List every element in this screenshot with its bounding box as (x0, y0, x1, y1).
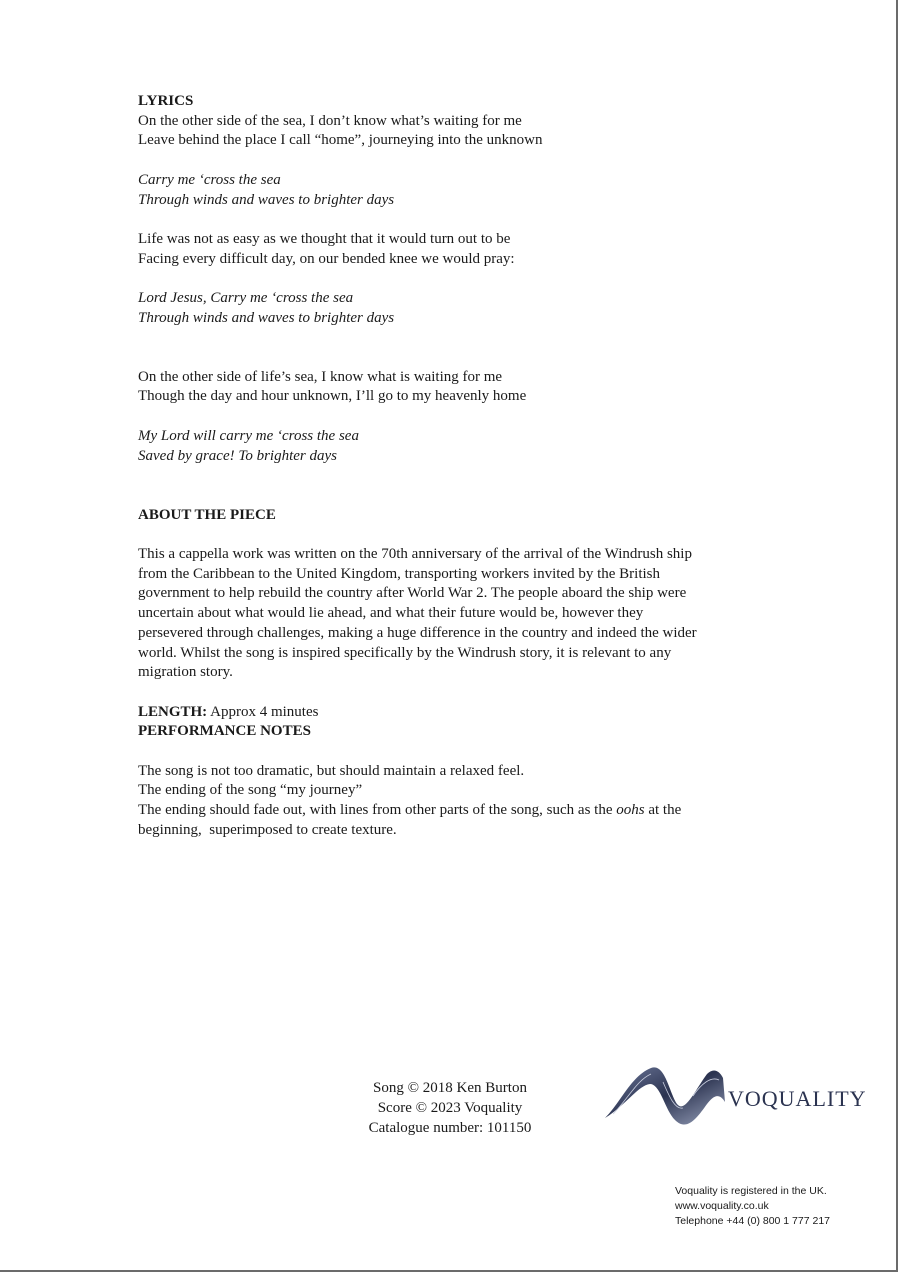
length-label: LENGTH: (138, 703, 208, 720)
about-line: persevered through challenges, making a huge difference in the country and indeed the wider (138, 624, 697, 641)
lyric-line: Leave behind the place I call “home”, journeying into the unknown (138, 132, 543, 149)
about-line: government to help rebuild the country after World War 2. The people aboard the ship were (138, 585, 687, 602)
length-value: Approx 4 minutes (207, 703, 319, 720)
registered-text: Voquality is registered in the UK. (675, 1185, 827, 1197)
about-line: migration story. (138, 664, 233, 681)
telephone-text: Telephone +44 (0) 800 1 777 217 (675, 1215, 831, 1227)
performance-line: The song is not too dramatic, but should maintain a relaxed feel. (138, 762, 525, 779)
length-info (138, 703, 778, 723)
registration-info (675, 1184, 830, 1229)
about-line: from the Caribbean to the United Kingdom, transporting workers invited by the British (138, 565, 660, 582)
performance-italic-word: oohs (616, 802, 645, 819)
performance-line: beginning, superimposed to create texture. (138, 821, 397, 838)
lyrics-heading: LYRICS (138, 93, 194, 109)
lyric-line: My Lord will carry me ‘cross the sea (138, 427, 359, 444)
lyric-line: Through winds and waves to brighter days (138, 191, 395, 208)
lyric-line: Life was not as easy as we thought that it would turn out to be (138, 230, 511, 247)
performance-text: at the (644, 802, 682, 819)
about-line: uncertain about what would lie ahead, and what their future would be, however they (138, 605, 644, 622)
performance-line (138, 801, 778, 821)
performance-text: The ending should fade out, with lines from other parts of the song, such as the (138, 802, 617, 819)
lyrics-chorus-3 (138, 427, 778, 466)
lyric-line: Lord Jesus, Carry me ‘cross the sea (138, 289, 354, 306)
lyric-line: On the other side of life’s sea, I know what is waiting for me (138, 368, 503, 385)
document-body (138, 92, 778, 841)
score-credit: Score © 2023 Voquality (377, 1100, 523, 1116)
performance-notes (138, 762, 778, 841)
lyrics-stanza-3 (138, 368, 778, 407)
lyric-line: Though the day and hour unknown, I’ll go to my heavenly home (138, 388, 527, 405)
performance-line: The ending of the song “my journey” (138, 782, 363, 799)
song-credit: Song © 2018 Ken Burton (373, 1080, 527, 1096)
lyrics-chorus-2 (138, 289, 778, 328)
catalogue-number: Catalogue number: 101150 (368, 1120, 532, 1136)
website-text: www.voquality.co.uk (675, 1200, 769, 1212)
lyrics-stanza-1 (138, 112, 778, 151)
lyric-line: Saved by grace! To brighter days (138, 447, 337, 464)
performance-heading: PERFORMANCE NOTES (138, 723, 311, 740)
about-paragraph (138, 545, 778, 683)
about-line: world. Whilst the song is inspired specifically by the Windrush story, it is relevant to any (138, 644, 672, 661)
lyric-line: Facing every difficult day, on our bended knee we would pray: (138, 250, 515, 267)
about-heading: ABOUT THE PIECE (138, 506, 276, 523)
voquality-logo-text: VOQUALITY (728, 1086, 867, 1111)
lyric-line: Through winds and waves to brighter days (138, 309, 395, 326)
lyrics-chorus-1 (138, 171, 778, 210)
lyrics-stanza-2 (138, 230, 778, 269)
about-line: This a cappella work was written on the 70th anniversary of the arrival of the Windrush ship (138, 546, 692, 563)
lyric-line: Carry me ‘cross the sea (138, 171, 281, 188)
credits-block (340, 1078, 560, 1138)
lyric-line: On the other side of the sea, I don’t know what’s waiting for me (138, 112, 522, 129)
